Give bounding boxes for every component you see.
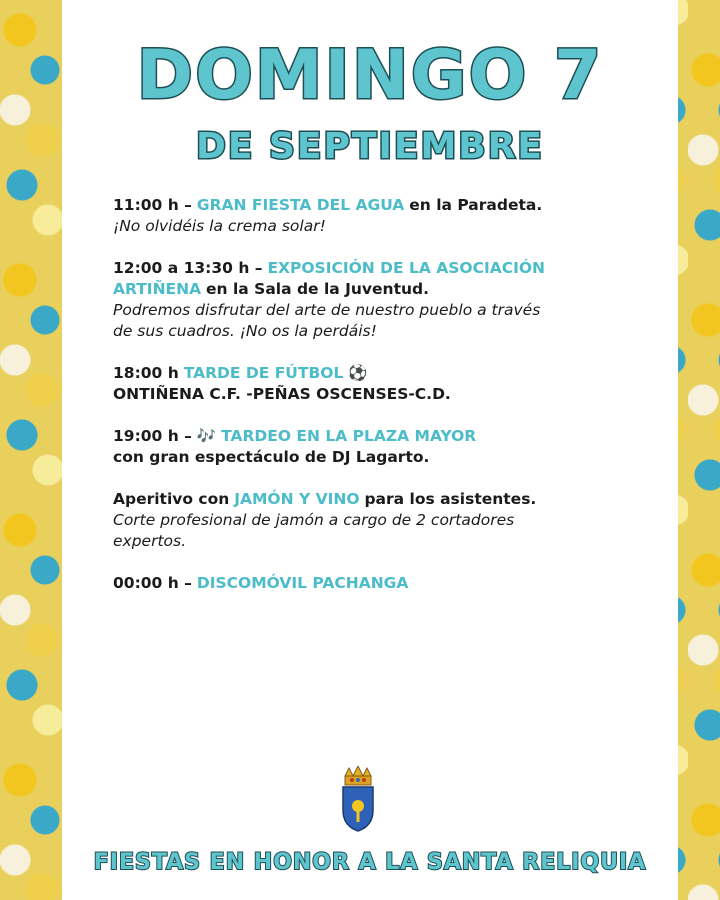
event-highlight: GRAN FIESTA DEL AGUA bbox=[196, 196, 405, 214]
event-location: en la Paradeta. bbox=[409, 196, 543, 214]
music-notes-icon: 🎶 bbox=[196, 427, 217, 445]
event-highlight: JAMÓN Y VINO bbox=[234, 490, 360, 508]
event-item-exhibition bbox=[113, 258, 553, 342]
event-item-aperitivo bbox=[113, 489, 553, 552]
confetti-border-right bbox=[678, 0, 720, 900]
event-item-football bbox=[113, 363, 553, 405]
event-note: Corte profesional de jamón a cargo de 2 cortadores expertos. bbox=[113, 511, 515, 550]
event-teams: ONTIÑENA C.F. -PEÑAS OSCENSES-C.D. bbox=[113, 385, 451, 403]
event-detail: para los asistentes. bbox=[364, 490, 537, 508]
event-detail: con gran espectáculo de DJ Lagarto. bbox=[113, 448, 430, 466]
event-item-tardeo bbox=[113, 426, 553, 468]
poster-title: DOMINGO 7 bbox=[136, 36, 604, 115]
event-list bbox=[113, 195, 553, 615]
event-note: ¡No olvidéis la crema solar! bbox=[113, 217, 326, 235]
event-highlight: EXPOSICIÓN DE LA ASOCIACIÓN ARTIÑENA bbox=[113, 259, 546, 298]
event-note: Podremos disfrutar del arte de nuestro pueblo a través de sus cuadros. ¡No os la perdáis! bbox=[113, 301, 541, 340]
event-time: 00:00 h – bbox=[113, 574, 192, 592]
event-time: 11:00 h – bbox=[113, 196, 192, 214]
footer-title: FIESTAS EN HONOR A LA SANTA RELIQUIA bbox=[93, 850, 647, 875]
event-location: en la Sala de la Juventud. bbox=[206, 280, 430, 298]
event-item-discomovil bbox=[113, 573, 553, 594]
event-highlight: TARDE DE FÚTBOL bbox=[183, 364, 344, 382]
event-highlight: TARDEO EN LA PLAZA MAYOR bbox=[221, 427, 477, 445]
event-time: 12:00 a 13:30 h – bbox=[113, 259, 263, 277]
soccer-ball-icon: ⚽ bbox=[348, 364, 368, 382]
poster-panel bbox=[62, 0, 678, 900]
event-time: 18:00 h bbox=[113, 364, 179, 382]
poster-subtitle: DE SEPTIEMBRE bbox=[195, 126, 545, 167]
event-time: 19:00 h – bbox=[113, 427, 192, 445]
event-item-water-party bbox=[113, 195, 553, 237]
event-highlight: DISCOMÓVIL PACHANGA bbox=[196, 574, 409, 592]
coat-of-arms-emblem bbox=[340, 766, 376, 832]
event-lead: Aperitivo con bbox=[113, 490, 230, 508]
confetti-border-left bbox=[0, 0, 62, 900]
